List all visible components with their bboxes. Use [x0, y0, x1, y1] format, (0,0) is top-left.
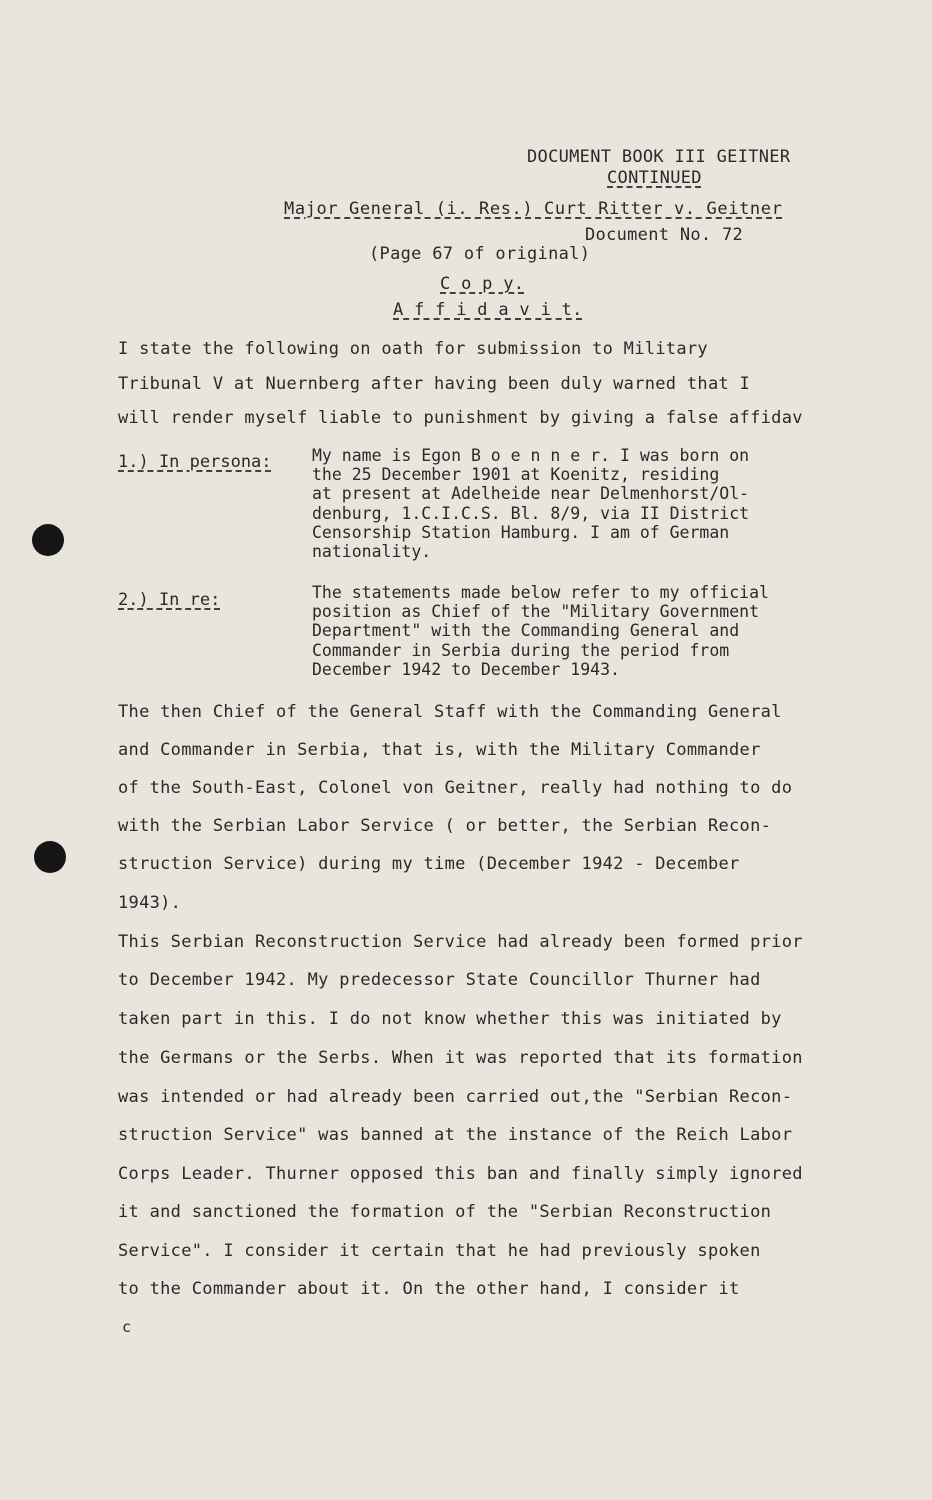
item-text: The statements made below refer to my official position as Chief of the "Military Government Department" with the Commanding General and Commander in Serbia during the period from December 1942 to December 1943.	[312, 583, 769, 679]
paragraph-line: the Germans or the Serbs. When it was reported that its formation	[118, 1048, 803, 1068]
person-heading: Major General (i. Res.) Curt Ritter v. Geitner	[284, 199, 783, 219]
paragraph-line: and Commander in Serbia, that is, with the Military Commander	[118, 740, 761, 760]
item-label: 2.) In re:	[118, 590, 221, 610]
document-book-heading: DOCUMENT BOOK III GEITNER	[527, 147, 791, 167]
punch-hole	[32, 524, 64, 556]
intro-line: I state the following on oath for submission to Military	[118, 339, 708, 359]
copy-label: C o p y.	[440, 274, 525, 294]
continued-label: CONTINUED	[607, 168, 702, 188]
intro-line: will render myself liable to punishment by giving a false affidav	[118, 408, 803, 428]
paragraph-line: of the South-East, Colonel von Geitner, really had nothing to do	[118, 778, 793, 798]
paragraph-line: 1943).	[118, 893, 182, 913]
paragraph-line: to December 1942. My predecessor State Councillor Thurner had	[118, 970, 761, 990]
paragraph-line: it and sanctioned the formation of the "Serbian Reconstruction	[118, 1202, 772, 1222]
paragraph-line: taken part in this. I do not know whether this was initiated by	[118, 1009, 782, 1029]
document-number: Document No. 72	[585, 225, 744, 245]
paragraph-line: Service". I consider it certain that he had previously spoken	[118, 1241, 761, 1261]
paragraph-line: was intended or had already been carried out,the "Serbian Recon-	[118, 1087, 793, 1107]
paragraph-line: struction Service) during my time (December 1942 - December	[118, 854, 740, 874]
paragraph-line: This Serbian Reconstruction Service had already been formed prior	[118, 932, 803, 952]
paragraph-line: Corps Leader. Thurner opposed this ban and finally simply ignored	[118, 1164, 803, 1184]
item-label: 1.) In persona:	[118, 452, 272, 472]
intro-line: Tribunal V at Nuernberg after having been duly warned that I	[118, 374, 751, 394]
affidavit-title: A f f i d a v i t.	[393, 300, 583, 320]
paragraph-line: to the Commander about it. On the other hand, I consider it	[118, 1279, 740, 1299]
paragraph-line: struction Service" was banned at the instance of the Reich Labor	[118, 1125, 793, 1145]
paragraph-line: with the Serbian Labor Service ( or better, the Serbian Recon-	[118, 816, 772, 836]
page-reference: (Page 67 of original)	[369, 244, 591, 264]
item-text: My name is Egon B o e n n e r. I was born on the 25 December 1901 at Koenitz, residing at present at Adelheide near Delmenhorst/Ol- denburg, 1.C.I.C.S. Bl. 8/9, via II District Censorship Station Hamburg. I am of German nationality.	[312, 446, 750, 562]
paragraph-line: The then Chief of the General Staff with the Commanding General	[118, 702, 782, 722]
footer-mark: c	[122, 1318, 132, 1336]
punch-hole	[34, 841, 66, 873]
